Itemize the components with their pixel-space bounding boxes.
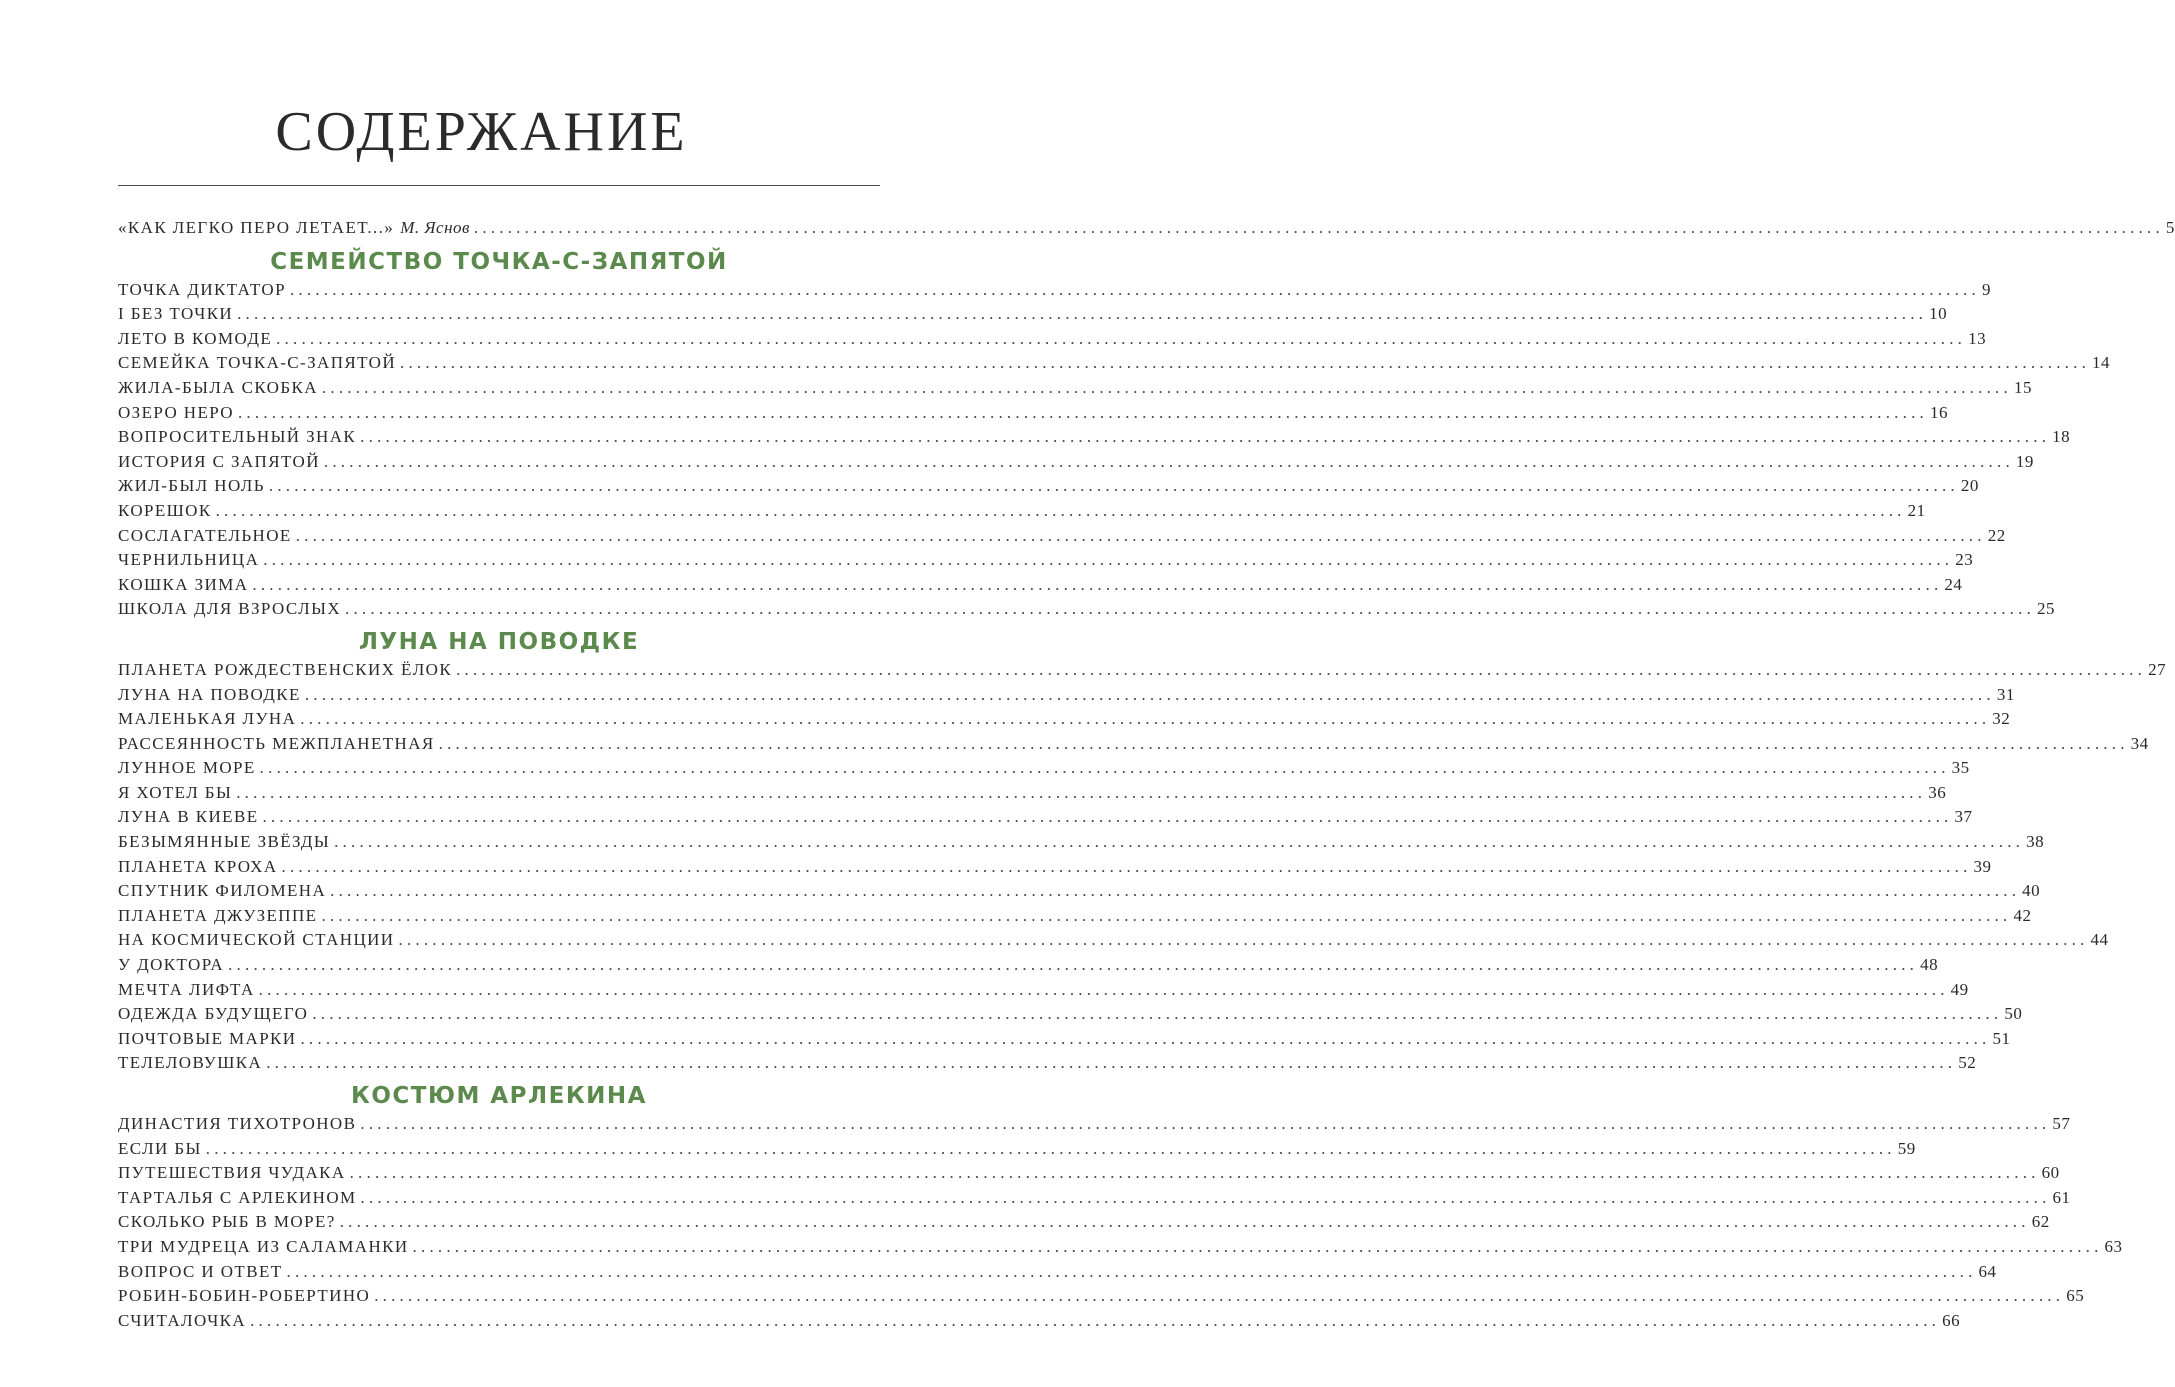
toc-entry[interactable]: [118, 1286, 2085, 1311]
toc-entry-page: 49: [1950, 979, 1969, 999]
toc-entry-page: 5: [2165, 218, 2175, 237]
dot-leader: ........................................................................................................................................................................................................: [281, 856, 1972, 876]
dot-leader: ........................................................................................................................................................................................................: [312, 1004, 2003, 1024]
toc-entry-title: I БЕЗ ТОЧКИ: [118, 304, 234, 324]
dot-leader: ........................................................................................................................................................................................................: [205, 1138, 1896, 1158]
toc-entry-title: НА КОСМИЧЕСКОЙ СТАНЦИИ: [118, 930, 395, 950]
dot-leader: ........................................................................................................................................................................................................: [258, 979, 1949, 999]
toc-entry-title: ОЗЕРО НЕРО: [118, 402, 234, 422]
title-divider: [118, 185, 880, 186]
toc-entry-title: ПОЧТОВЫЕ МАРКИ: [118, 1028, 297, 1048]
toc-entry-page: 63: [2104, 1236, 2123, 1256]
dot-leader: ........................................................................................................................................................................................................: [276, 328, 1967, 348]
toc-entry-title: СКОЛЬКО РЫБ В МОРЕ?: [118, 1212, 336, 1232]
toc-entry-title: БЕЗЫМЯННЫЕ ЗВЁЗДЫ: [118, 832, 331, 852]
dot-leader: ........................................................................................................................................................................................................: [263, 550, 1954, 570]
toc-entry[interactable]: [118, 377, 2032, 403]
toc-entry-title: ДИНАСТИЯ ТИХОТРОНОВ: [118, 1114, 357, 1133]
table-of-contents: [118, 218, 2175, 1335]
toc-entry-title: ЖИЛА-БЫЛА СКОБКА: [118, 377, 318, 397]
toc-entry-page: 65: [2066, 1286, 2085, 1306]
dot-leader: ........................................................................................................................................................................................................: [349, 1163, 2040, 1183]
toc-entry[interactable]: [118, 659, 2167, 685]
toc-entry-page: 39: [1973, 856, 1992, 876]
toc-entry[interactable]: [118, 550, 1974, 575]
toc-entry[interactable]: [118, 1187, 2071, 1213]
toc-entry-page: 59: [1897, 1138, 1916, 1158]
toc-entry-title: ШКОЛА ДЛЯ ВЗРОСЛЫХ: [118, 599, 342, 619]
toc-entry[interactable]: [118, 979, 1969, 1005]
toc-entry-title: СЧИТАЛОЧКА: [118, 1310, 247, 1330]
toc-entry[interactable]: [118, 451, 2034, 477]
dot-leader: ........................................................................................................................................................................................................: [339, 1212, 2030, 1232]
toc-entry-page: 14: [2092, 353, 2111, 373]
toc-entry-title: ЛУННОЕ МОРЕ: [118, 758, 256, 778]
toc-entry-intro[interactable]: [118, 218, 2175, 243]
toc-entry-title: СОСЛАГАТЕЛЬНОЕ: [118, 525, 292, 545]
toc-entry[interactable]: [118, 1212, 2050, 1237]
toc-entry-title: ЛЕТО В КОМОДЕ: [118, 328, 273, 348]
dot-leader: ........................................................................................................................................................................................................: [300, 709, 1991, 729]
toc-entry[interactable]: [118, 881, 2041, 906]
section-heading: КОСТЮМ АРЛЕКИНА: [351, 1083, 647, 1109]
toc-entry-page: 24: [1944, 574, 1963, 594]
toc-entry-title: РАССЕЯННОСТЬ МЕЖПЛАНЕТНАЯ: [118, 733, 435, 753]
toc-entry[interactable]: [118, 1261, 1997, 1287]
toc-entry-page: 51: [1992, 1028, 2011, 1048]
toc-entry-title: ПЛАНЕТА ДЖУЗЕППЕ: [118, 905, 318, 925]
toc-entry-page: 21: [1907, 500, 1926, 520]
toc-entry-title: ЧЕРНИЛЬНИЦА: [118, 550, 260, 570]
toc-entry-page: 25: [2037, 599, 2056, 619]
dot-leader: ........................................................................................................................................................................................................: [250, 1310, 1941, 1330]
toc-entry-title: У ДОКТОРА: [118, 955, 225, 975]
dot-leader: ........................................................................................................................................................................................................: [360, 427, 2051, 447]
dot-leader: ........................................................................................................................................................................................................: [237, 304, 1928, 324]
dot-leader: ........................................................................................................................................................................................................: [228, 955, 1919, 975]
toc-entry-title: КОРЕШОК: [118, 500, 212, 520]
toc-entry-page: 37: [1954, 807, 1973, 827]
dot-leader: ........................................................................................................................................................................................................: [456, 659, 2147, 679]
toc-entry-author: М. Яснов: [400, 218, 470, 237]
toc-entry-title: ЕСЛИ БЫ: [118, 1138, 202, 1158]
dot-leader: ........................................................................................................................................................................................................: [237, 402, 1928, 422]
toc-entry-title: ПЛАНЕТА КРОХА: [118, 856, 278, 876]
dot-leader: ........................................................................................................................................................................................................: [268, 476, 1959, 496]
toc-entry[interactable]: [118, 500, 1926, 526]
toc-entry[interactable]: [118, 599, 2056, 624]
toc-entry-page: 9: [1981, 279, 1991, 299]
toc-entry[interactable]: [118, 279, 1991, 305]
toc-entry[interactable]: [118, 427, 2071, 452]
toc-entry-title: СПУТНИК ФИЛОМЕНА: [118, 881, 327, 901]
toc-entry[interactable]: [118, 782, 1947, 808]
toc-entry-title: ВОПРОС И ОТВЕТ: [118, 1261, 283, 1281]
toc-entry-page: 60: [2041, 1163, 2060, 1183]
dot-leader: ........................................................................................................................................................................................................: [412, 1236, 2103, 1256]
toc-entry[interactable]: [118, 684, 2015, 710]
toc-entry-title: ИСТОРИЯ С ЗАПЯТОЙ: [118, 451, 320, 471]
dot-leader: ........................................................................................................................................................................................................: [360, 1187, 2051, 1207]
toc-entry-title: ЛУНА В КИЕВЕ: [118, 807, 259, 827]
toc-entry[interactable]: [118, 856, 1992, 882]
toc-entry[interactable]: [118, 304, 1948, 329]
page-title: СОДЕРЖАНИЕ: [275, 101, 688, 163]
toc-entry[interactable]: [118, 758, 1970, 783]
toc-entry-page: 61: [2052, 1187, 2071, 1207]
toc-entry-title: МЕЧТА ЛИФТА: [118, 979, 255, 999]
toc-entry[interactable]: [118, 1236, 2123, 1262]
toc-entry-page: 13: [1968, 328, 1987, 348]
dot-leader: ........................................................................................................................................................................................................: [259, 758, 1950, 778]
toc-entry-title: ПЛАНЕТА РОЖДЕСТВЕНСКИХ ЁЛОК: [118, 659, 453, 679]
toc-entry-title: ПУТЕШЕСТВИЯ ЧУДАКА: [118, 1163, 346, 1183]
dot-leader: ........................................................................................................................................................................................................: [262, 807, 1953, 827]
toc-entry-page: 40: [2022, 881, 2041, 901]
toc-entry-page: 34: [2130, 733, 2149, 753]
toc-entry[interactable]: [118, 955, 1939, 980]
toc-entry-title: Я ХОТЕЛ БЫ: [118, 782, 233, 802]
dot-leader: ........................................................................................................................................................................................................: [360, 1114, 2051, 1133]
toc-entry-title: ВОПРОСИТЕЛЬНЫЙ ЗНАК: [118, 427, 357, 447]
dot-leader: ........................................................................................................................................................................................................: [473, 218, 2164, 237]
toc-entry[interactable]: [118, 1114, 2071, 1139]
dot-leader: ........................................................................................................................................................................................................: [398, 930, 2089, 950]
toc-entry-page: 50: [2004, 1004, 2023, 1024]
dot-leader: ........................................................................................................................................................................................................: [438, 733, 2129, 753]
dot-leader: ........................................................................................................................................................................................................: [330, 881, 2021, 901]
toc-entry-page: 20: [1960, 476, 1979, 496]
toc-entry-page: 35: [1951, 758, 1970, 778]
toc-entry-page: 57: [2052, 1114, 2071, 1133]
toc-entry[interactable]: [118, 930, 2109, 955]
toc-entry[interactable]: [118, 402, 1948, 428]
dot-leader: ........................................................................................................................................................................................................: [215, 500, 1906, 520]
toc-entry[interactable]: [118, 905, 2032, 931]
toc-entry-page: 15: [2013, 377, 2032, 397]
toc-entry-title: ОДЕЖДА БУДУЩЕГО: [118, 1004, 309, 1024]
toc-entry-page: 44: [2090, 930, 2109, 950]
toc-entry[interactable]: [118, 807, 1973, 832]
toc-entry-title: ТОЧКА ДИКТАТОР: [118, 279, 286, 299]
dot-leader: ........................................................................................................................................................................................................: [321, 905, 2012, 925]
toc-entry-page: 23: [1955, 550, 1974, 570]
toc-entry-title: КОШКА ЗИМА: [118, 574, 249, 594]
section-heading: ЛУНА НА ПОВОДКЕ: [358, 628, 640, 655]
dot-leader: ........................................................................................................................................................................................................: [236, 782, 1927, 802]
dot-leader: ........................................................................................................................................................................................................: [321, 377, 2012, 397]
dot-leader: ........................................................................................................................................................................................................: [300, 1028, 1991, 1048]
toc-entry[interactable]: [118, 525, 2006, 551]
dot-leader: ........................................................................................................................................................................................................: [252, 574, 1943, 594]
section-heading: СЕМЕЙСТВО ТОЧКА-С-ЗАПЯТОЙ: [270, 248, 728, 275]
toc-entry-page: 19: [2015, 451, 2034, 471]
dot-leader: ........................................................................................................................................................................................................: [266, 1053, 1957, 1073]
toc-entry-page: 66: [1942, 1310, 1961, 1330]
toc-entry[interactable]: [118, 1310, 1961, 1336]
toc-entry-page: 64: [1978, 1261, 1997, 1281]
toc-entry[interactable]: [118, 1163, 2060, 1188]
toc-entry-page: 32: [1992, 709, 2011, 729]
toc-entry-page: 52: [1958, 1053, 1977, 1073]
toc-entry-title: ТАРТАЛЬЯ С АРЛЕКИНОМ: [118, 1187, 357, 1207]
toc-entry[interactable]: [118, 574, 1963, 600]
toc-entry-title: ЛУНА НА ПОВОДКЕ: [118, 684, 301, 704]
toc-entry[interactable]: [118, 1138, 1916, 1164]
dot-leader: ........................................................................................................................................................................................................: [345, 599, 2036, 619]
toc-entry[interactable]: [118, 832, 2045, 857]
dot-leader: ........................................................................................................................................................................................................: [289, 279, 1980, 299]
toc-entry-page: 10: [1929, 304, 1948, 324]
toc-entry-page: 18: [2052, 427, 2071, 447]
toc-entry-title: ТРИ МУДРЕЦА ИЗ САЛАМАНКИ: [118, 1236, 409, 1256]
dot-leader: ........................................................................................................................................................................................................: [334, 832, 2025, 852]
dot-leader: ........................................................................................................................................................................................................: [374, 1286, 2065, 1306]
toc-entry[interactable]: [118, 1053, 1977, 1078]
toc-entry-title: РОБИН-БОБИН-РОБЕРТИНО: [118, 1286, 371, 1306]
toc-entry-title: МАЛЕНЬКАЯ ЛУНА: [118, 709, 297, 729]
dot-leader: ........................................................................................................................................................................................................: [304, 684, 1995, 704]
toc-entry-title: СЕМЕЙКА ТОЧКА-С-ЗАПЯТОЙ: [118, 353, 397, 373]
dot-leader: ........................................................................................................................................................................................................: [286, 1261, 1977, 1281]
toc-entry-page: 22: [1987, 525, 2006, 545]
toc-entry-page: 27: [2148, 659, 2167, 679]
toc-entry[interactable]: [118, 733, 2149, 759]
toc-entry[interactable]: [118, 1004, 2023, 1029]
dot-leader: ........................................................................................................................................................................................................: [323, 451, 2014, 471]
toc-entry[interactable]: [118, 353, 2111, 378]
toc-entry[interactable]: [118, 1028, 2011, 1054]
toc-entry[interactable]: [118, 328, 1987, 354]
dot-leader: ........................................................................................................................................................................................................: [400, 353, 2091, 373]
toc-entry-title: ЖИЛ-БЫЛ НОЛЬ: [118, 476, 265, 496]
toc-entry-title: ТЕЛЕЛОВУШКА: [118, 1053, 263, 1073]
dot-leader: ........................................................................................................................................................................................................: [295, 525, 1986, 545]
toc-entry[interactable]: [118, 476, 1979, 501]
toc-entry-page: 42: [2013, 905, 2032, 925]
toc-entry[interactable]: [118, 709, 2011, 734]
toc-entry-page: 31: [1996, 684, 2015, 704]
toc-entry-page: 38: [2026, 832, 2045, 852]
toc-entry-page: 36: [1928, 782, 1947, 802]
toc-entry-page: 48: [1920, 955, 1939, 975]
toc-entry-page: 62: [2031, 1212, 2050, 1232]
toc-entry-page: 16: [1929, 402, 1948, 422]
toc-entry-title: «КАК ЛЕГКО ПЕРО ЛЕТАЕТ...»: [118, 218, 395, 237]
